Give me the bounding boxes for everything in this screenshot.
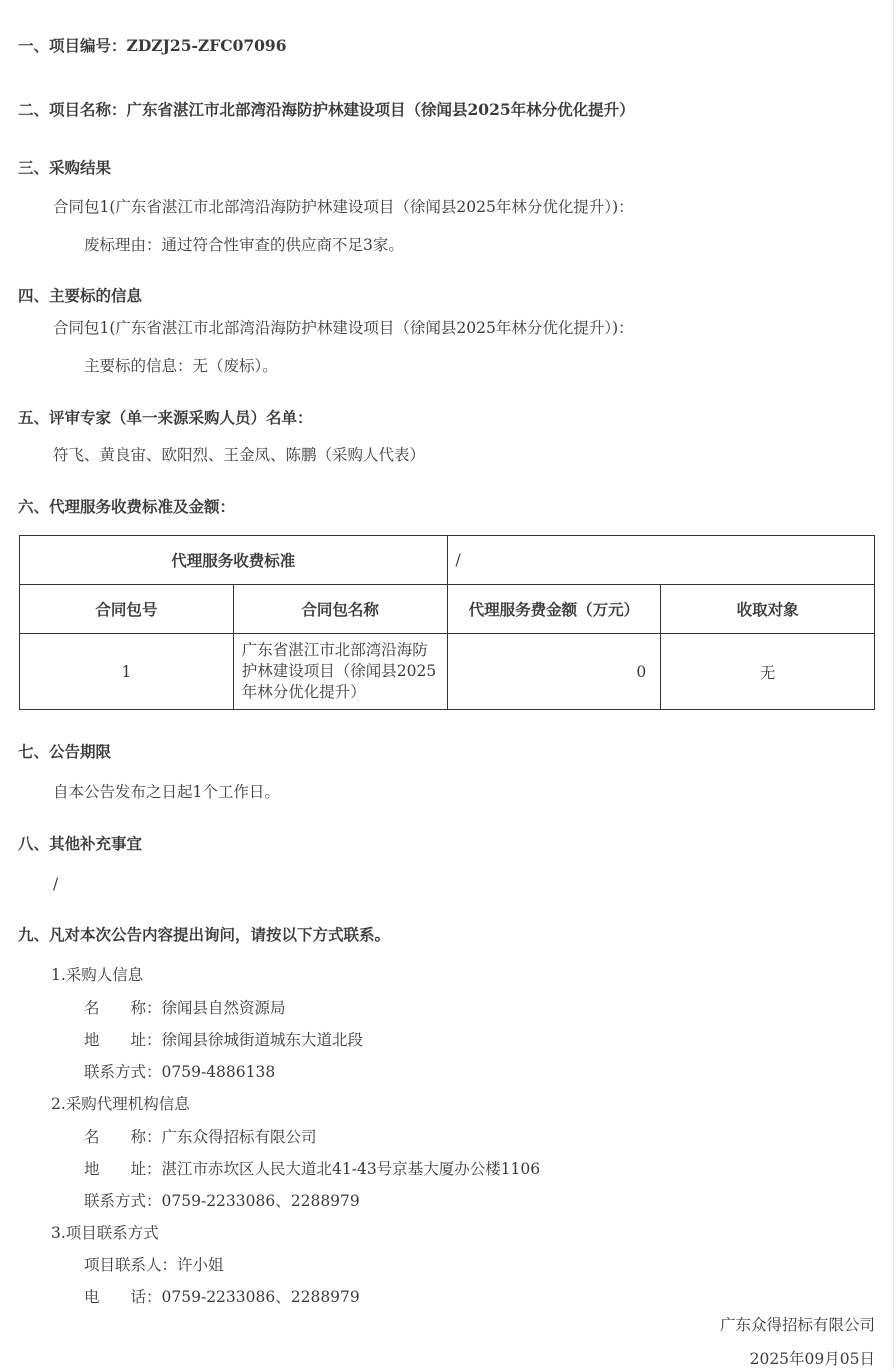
signature-date: 2025年09月05日 bbox=[749, 1350, 875, 1368]
purchaser-address-line bbox=[84, 1030, 893, 1050]
section-experts-heading: 五、评审专家（单一来源采购人员）名单： bbox=[18, 408, 313, 427]
section-other-matters-heading: 八、其他补充事宜 bbox=[18, 834, 143, 853]
project-name-label: 二、项目名称： bbox=[18, 100, 127, 119]
col-header-fee-amount: 代理服务费金额（万元） bbox=[447, 585, 661, 634]
purchaser-phone-line bbox=[84, 1062, 893, 1082]
project-name-value: 广东省湛江市北部湾沿海防护林建设项目（徐闻县2025年林分优化提升） bbox=[126, 100, 635, 119]
agency-address-label: 地 址： bbox=[84, 1160, 162, 1178]
table-row-standard bbox=[20, 536, 875, 585]
agency-phone-line bbox=[84, 1191, 893, 1211]
cell-charge-target: 无 bbox=[661, 634, 875, 710]
procurement-result-detail-line: 废标理由：通过符合性审查的供应商不足3家。 bbox=[84, 236, 404, 254]
purchaser-name-line bbox=[84, 998, 893, 1018]
period-content: 自本公告发布之日起1个工作日。 bbox=[53, 783, 280, 801]
section-procurement-result-heading: 三、采购结果 bbox=[18, 158, 112, 177]
section-main-subject-heading: 四、主要标的信息 bbox=[18, 286, 143, 305]
table-data-row bbox=[20, 634, 875, 710]
agency-fee-table bbox=[19, 535, 875, 710]
project-contact-phone-value: 0759-2233086、2288979 bbox=[161, 1288, 360, 1306]
other-matters-content: / bbox=[53, 875, 59, 893]
agency-info-title: 2.采购代理机构信息 bbox=[51, 1095, 190, 1113]
main-subject-package-line: 合同包1(广东省湛江市北部湾沿海防护林建设项目（徐闻县2025年林分优化提升）)： bbox=[53, 319, 634, 337]
project-number-value: ZDZJ25-ZFC07096 bbox=[126, 36, 287, 55]
purchaser-phone-value: 0759-4886138 bbox=[161, 1063, 276, 1081]
purchaser-address-label: 地 址： bbox=[84, 1031, 162, 1049]
fee-standard-label-cell: 代理服务收费标准 bbox=[20, 536, 448, 585]
purchaser-name-value: 徐闻县自然资源局 bbox=[161, 999, 286, 1017]
signature-company: 广东众得招标有限公司 bbox=[719, 1316, 875, 1334]
procurement-result-package-line: 合同包1(广东省湛江市北部湾沿海防护林建设项目（徐闻县2025年林分优化提升）)： bbox=[53, 198, 634, 216]
project-contact-phone-line bbox=[84, 1287, 893, 1307]
agency-name-line bbox=[84, 1127, 893, 1147]
agency-address-line bbox=[84, 1159, 893, 1179]
main-subject-detail-line: 主要标的信息：无（废标）。 bbox=[84, 357, 278, 375]
project-contact-title: 3.项目联系方式 bbox=[51, 1224, 159, 1242]
col-header-charge-target: 收取对象 bbox=[661, 585, 875, 634]
project-contact-phone-label: 电 话： bbox=[84, 1288, 162, 1306]
agency-address-value: 湛江市赤坎区人民大道北41-43号京基大厦办公楼1106 bbox=[161, 1160, 541, 1178]
purchaser-phone-label: 联系方式： bbox=[84, 1063, 162, 1081]
col-header-package-no: 合同包号 bbox=[20, 585, 234, 634]
col-header-package-name: 合同包名称 bbox=[233, 585, 447, 634]
agency-phone-value: 0759-2233086、2288979 bbox=[161, 1192, 360, 1210]
purchaser-address-value: 徐闻县徐城街道城东大道北段 bbox=[161, 1031, 364, 1049]
agency-phone-label: 联系方式： bbox=[84, 1192, 162, 1210]
cell-fee-amount: 0 bbox=[447, 634, 661, 710]
cell-package-no: 1 bbox=[20, 634, 234, 710]
project-contact-person-value: 许小姐 bbox=[177, 1256, 224, 1274]
section-contact-heading: 九、凡对本次公告内容提出询问，请按以下方式联系。 bbox=[18, 925, 391, 944]
project-contact-person-label: 项目联系人： bbox=[84, 1256, 178, 1274]
fee-standard-value-cell: / bbox=[447, 536, 875, 585]
purchaser-info-title: 1.采购人信息 bbox=[51, 966, 144, 984]
section-period-heading: 七、公告期限 bbox=[18, 742, 112, 761]
cell-package-name: 广东省湛江市北部湾沿海防护林建设项目（徐闻县2025年林分优化提升） bbox=[233, 634, 447, 710]
section-agency-fee-heading: 六、代理服务收费标准及金额： bbox=[18, 497, 236, 516]
agency-name-value: 广东众得招标有限公司 bbox=[161, 1128, 317, 1146]
purchaser-name-label: 名 称： bbox=[84, 999, 162, 1017]
table-header-row bbox=[20, 585, 875, 634]
section-project-number-heading bbox=[18, 36, 893, 56]
experts-names: 符飞、黄良宙、欧阳烈、王金凤、陈鹏（采购人代表） bbox=[53, 446, 426, 464]
agency-name-label: 名 称： bbox=[84, 1128, 162, 1146]
section-project-name-heading bbox=[18, 100, 893, 120]
project-number-label: 一、项目编号： bbox=[18, 36, 127, 55]
project-contact-person-line bbox=[84, 1255, 893, 1275]
